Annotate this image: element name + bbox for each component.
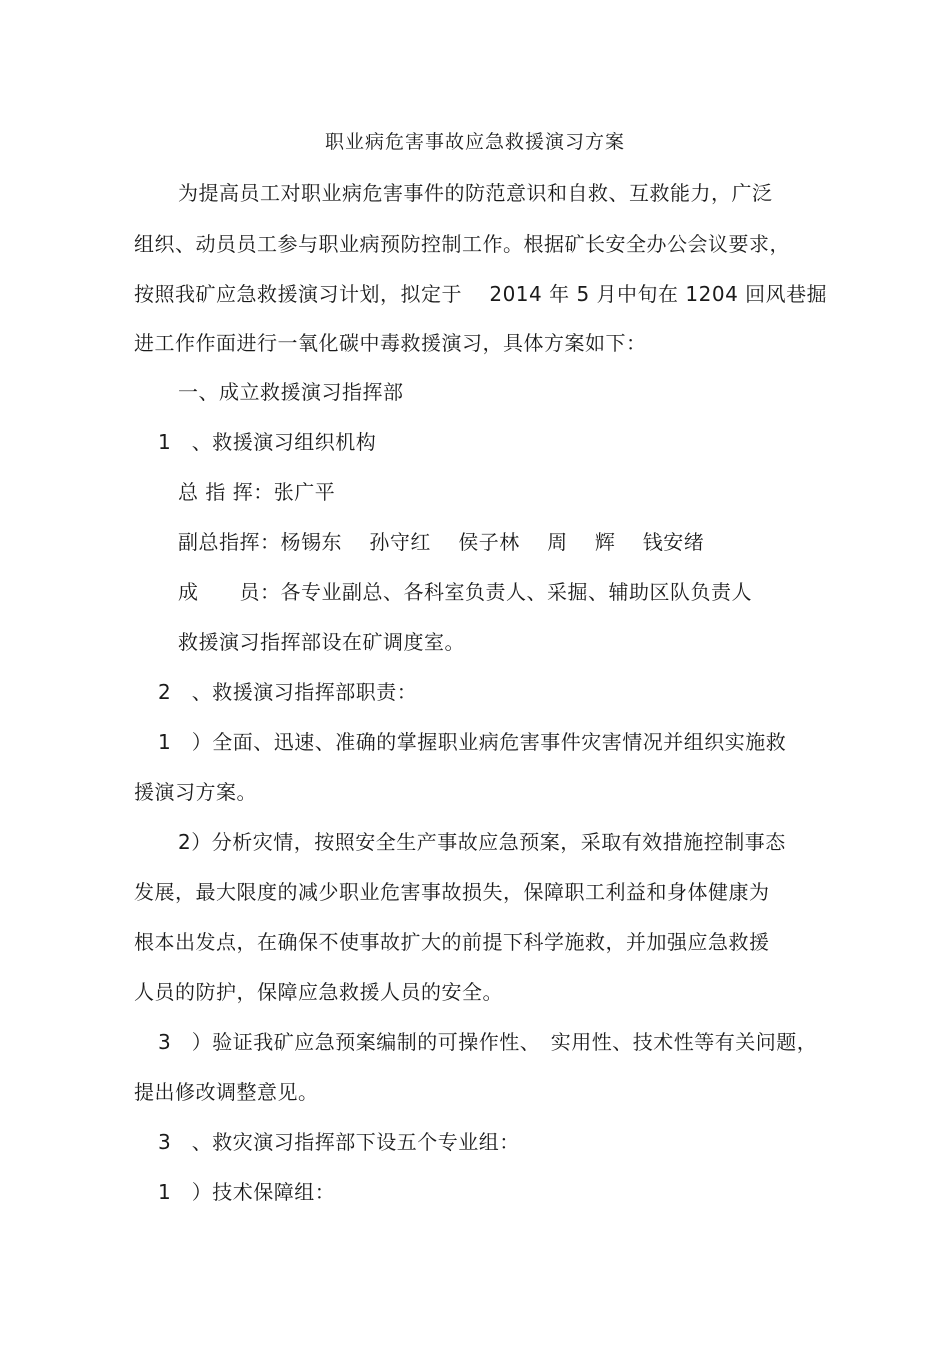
subsection-heading: 2 、救援演习指挥部职责： xyxy=(158,680,418,704)
subsection-heading: 1 、救援演习组织机构 xyxy=(158,430,377,454)
paragraph-line: 发展，最大限度的减少职业危害事故损失，保障职工利益和身体健康为 xyxy=(134,880,770,904)
paragraph-line: 进工作作面进行一氧化碳中毒救援演习，具体方案如下： xyxy=(134,331,647,355)
paragraph-line: 按照我矿应急救援演习计划，拟定于 2014 年 5 月中旬在 1204 回风巷掘 xyxy=(134,282,828,306)
subsection-heading: 3 、救灾演习指挥部下设五个专业组： xyxy=(158,1130,520,1154)
members-line: 成 员：各专业副总、各科室负责人、采掘、辅助区队负责人 xyxy=(178,580,752,604)
paragraph-line: 1 ）技术保障组： xyxy=(158,1180,336,1204)
paragraph-line: 提出修改调整意见。 xyxy=(134,1080,319,1104)
paragraph-line: 根本出发点，在确保不使事故扩大的前提下科学施救，并加强应急救援 xyxy=(134,930,770,954)
paragraph-line: 援演习方案。 xyxy=(134,780,257,804)
paragraph-line: 2）分析灾情，按照安全生产事故应急预案，采取有效措施控制事态 xyxy=(178,830,786,854)
document-title: 职业病危害事故应急救援演习方案 xyxy=(324,131,625,153)
section-heading: 一、成立救援演习指挥部 xyxy=(178,380,404,404)
commander-line: 总 指 挥：张广平 xyxy=(178,480,336,504)
paragraph-line: 1 ）全面、迅速、准确的掌握职业病危害事件灾害情况并组织实施救 xyxy=(158,730,787,754)
paragraph-line: 人员的防护，保障应急救援人员的安全。 xyxy=(134,980,503,1004)
paragraph-line: 组织、动员员工参与职业病预防控制工作。根据矿长安全办公会议要求， xyxy=(134,232,790,256)
paragraph-line: 为提高员工对职业病危害事件的防范意识和自救、互救能力，广泛 xyxy=(178,181,773,205)
paragraph-line: 救援演习指挥部设在矿调度室。 xyxy=(178,630,465,654)
deputy-commander-line: 副总指挥：杨锡东 孙守红 侯子林 周 辉 钱安绪 xyxy=(178,530,705,554)
paragraph-line: 3 ）验证我矿应急预案编制的可操作性、 实用性、技术性等有关问题， xyxy=(158,1030,818,1054)
